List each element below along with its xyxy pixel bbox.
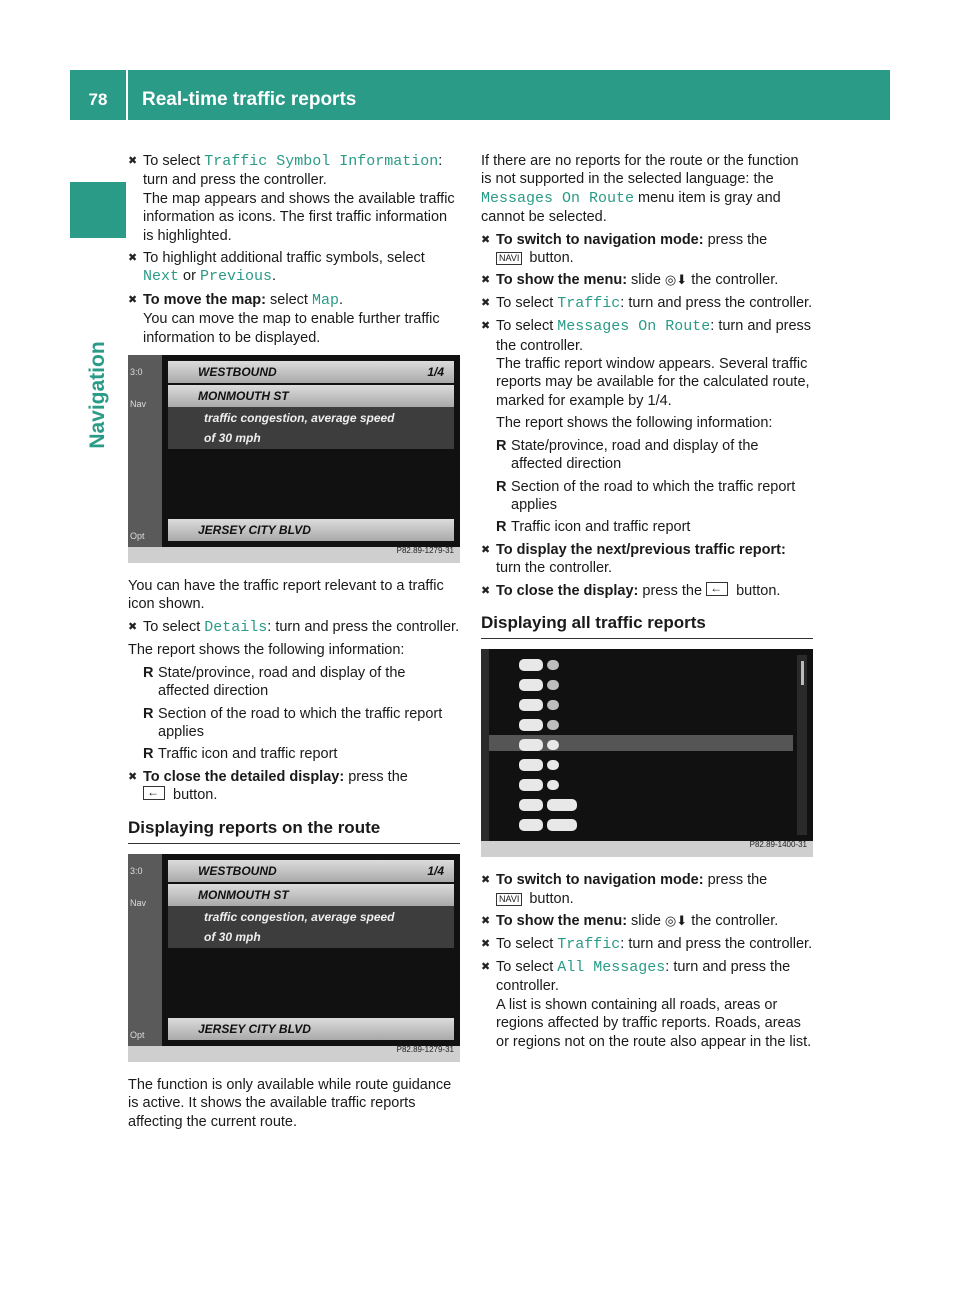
bullet-icon: R [496, 437, 507, 454]
bullet-item [481, 518, 813, 536]
street-label: MONMOUTH ST [198, 887, 289, 902]
step-text: button. [525, 890, 574, 907]
screen-left-edge [481, 649, 489, 841]
screen-all-reports [481, 649, 813, 857]
step-text: The map appears and shows the available traffic information as icons. The first traffic information is highlighted. [143, 190, 455, 244]
step-text: To highlight additional traffic symbols, select [143, 250, 425, 267]
step-highlight-symbols [128, 249, 460, 287]
step-heading: To show the menu: [496, 272, 628, 289]
step-text: the controller. [687, 272, 779, 289]
bullet-icon: R [143, 664, 154, 681]
step-select-messages-on-route [481, 317, 813, 432]
step-select-traffic-2 [481, 935, 813, 954]
screen-left-bar [128, 854, 162, 1046]
step-arrow-icon: ✖ [481, 915, 491, 928]
menu-item-all-messages: All Messages [557, 958, 666, 976]
shield-icon [547, 799, 577, 811]
step-arrow-icon: ✖ [481, 296, 491, 309]
step-text: To select [496, 935, 558, 952]
bullet-text: Section of the road to which the traffic report applies [511, 478, 796, 513]
scrollbar-thumb [801, 661, 804, 685]
street-label: JERSEY CITY BLVD [198, 523, 311, 538]
step-text: : turn and press the controller. [620, 935, 813, 952]
step-text: press the [703, 231, 768, 248]
screen-left-label: 3:0 [130, 367, 143, 378]
bullet-text: Section of the road to which the traffic report applies [158, 705, 443, 740]
list-item [519, 795, 577, 815]
street-label: MONMOUTH ST [198, 389, 289, 404]
step-text: : [438, 153, 443, 169]
list-item [519, 695, 577, 715]
menu-item-previous: Previous [199, 268, 272, 286]
step-text: button. [169, 787, 218, 804]
section-heading: Displaying reports on the route [128, 819, 460, 844]
step-close-display [481, 582, 813, 600]
step-arrow-icon: ✖ [481, 274, 491, 287]
shield-icon [547, 660, 559, 670]
step-move-map [128, 291, 460, 347]
step-arrow-icon: ✖ [481, 960, 491, 973]
navi-button-icon: NAVI [496, 252, 522, 265]
report-row-direction [168, 361, 454, 383]
report-row-description [168, 407, 454, 429]
report-row-bottom-street [168, 1018, 454, 1040]
figure-reference: P82.89-1400-31 [749, 839, 807, 849]
screen-left-label: Nav [130, 897, 147, 908]
step-select-traffic [481, 294, 813, 313]
menu-item-next: Next [143, 268, 180, 286]
step-text: . [271, 268, 277, 285]
step-arrow-icon: ✖ [481, 584, 491, 597]
menu-item-traffic-symbol-information: Traffic Symbol Information [204, 153, 439, 170]
step-arrow-icon: ✖ [128, 770, 138, 783]
paragraph: You can have the traffic report relevant to a traffic icon shown. [128, 578, 444, 613]
shield-icon [547, 819, 577, 831]
shield-icon [547, 720, 559, 730]
bullet-item [128, 664, 460, 701]
step-arrow-icon: ✖ [128, 252, 138, 265]
report-row-speed [168, 427, 454, 449]
step-heading: To close the display: [496, 582, 639, 599]
step-text: : turn and press the controller. [496, 318, 812, 354]
step-text: turn the controller. [496, 560, 613, 577]
bullet-text: State/province, road and display of the affected direction [158, 664, 406, 700]
step-text: A list is shown containing all roads, areas or regions affected by traffic reports. Roads, areas or regions not on the route also appear in the list. [496, 996, 812, 1050]
controller-slide-icon: ◎⬇ [664, 272, 688, 288]
bullet-item [128, 745, 460, 763]
navi-button-icon: NAVI [496, 893, 522, 906]
page-title: Real-time traffic reports [142, 89, 357, 110]
step-heading: To switch to navigation mode: [496, 231, 704, 248]
step-text: or [179, 268, 200, 285]
shield-icon [547, 760, 559, 770]
screen-route-report [128, 854, 460, 1062]
step-arrow-icon: ✖ [128, 620, 138, 633]
menu-item-traffic: Traffic [557, 294, 621, 312]
list-item [519, 715, 577, 735]
step-text: The report shows the following information: [496, 415, 773, 432]
screen-left-label: Nav [130, 399, 147, 410]
step-text: To select [496, 958, 558, 975]
screen-left-bar [128, 355, 162, 547]
list-item [519, 775, 577, 795]
step-select-details [128, 618, 460, 637]
menu-item-traffic: Traffic [557, 935, 621, 953]
step-select-traffic-symbol [128, 152, 460, 245]
step-text: . [338, 291, 343, 308]
figure-reference: P82.89-1279-31 [396, 545, 454, 555]
step-text: To select [496, 294, 558, 311]
section-label: Navigation [86, 341, 109, 449]
section-heading: Displaying all traffic reports [481, 614, 813, 639]
right-column [481, 152, 813, 1055]
step-text: To select [143, 618, 205, 635]
list-item [519, 655, 577, 675]
step-text: : turn and press the controller. [496, 958, 791, 995]
report-description: traffic congestion, average speed [204, 909, 395, 924]
step-text: To select [496, 318, 558, 335]
step-select-all-messages [481, 958, 813, 1051]
report-counter: 1/4 [427, 863, 444, 878]
step-arrow-icon: ✖ [128, 155, 138, 167]
paragraph-text: If there are no reports for the route or the function is not supported in the selected language: the [481, 153, 799, 188]
street-label: JERSEY CITY BLVD [198, 1021, 311, 1036]
traffic-list [519, 655, 577, 835]
step-text: button. [525, 250, 574, 267]
step-text: press the [638, 582, 703, 599]
bullet-text: State/province, road and display of the affected direction [511, 437, 759, 473]
road-icon [519, 779, 543, 791]
step-heading: To move the map: [143, 291, 266, 308]
bullet-icon: R [143, 705, 154, 722]
page-header [70, 70, 890, 120]
step-arrow-icon: ✖ [128, 293, 138, 306]
list-item [519, 815, 577, 835]
step-arrow-icon: ✖ [481, 233, 491, 246]
step-arrow-icon: ✖ [481, 937, 491, 950]
report-row-street [168, 884, 454, 906]
step-text: press the [344, 768, 408, 785]
road-icon [519, 759, 543, 771]
step-next-previous [481, 541, 813, 578]
section-tab [70, 182, 126, 238]
back-button-icon [143, 786, 165, 800]
shield-icon [547, 680, 559, 690]
shield-icon [547, 740, 559, 750]
step-heading: To show the menu: [496, 913, 628, 930]
step-text: press the [703, 872, 768, 889]
step-text: button. [732, 582, 781, 599]
direction-label: WESTBOUND [198, 365, 277, 380]
bullet-icon: R [496, 519, 507, 536]
step-text: The traffic report window appears. Several traffic reports may be available for the calculated route, marked for example by 1/4. [496, 356, 810, 409]
direction-label: WESTBOUND [198, 863, 277, 878]
list-item [519, 755, 577, 775]
paragraph: The report shows the following information: [128, 642, 405, 659]
step-text: : turn and press the controller. [267, 618, 460, 635]
menu-item-details: Details [204, 618, 268, 636]
step-show-menu [481, 271, 813, 289]
step-arrow-icon: ✖ [481, 543, 491, 556]
bullet-icon: R [496, 478, 507, 495]
bullet-text: Traffic icon and traffic report [158, 746, 338, 763]
screen-traffic-report [128, 355, 460, 563]
road-icon [519, 819, 543, 831]
step-heading: To display the next/previous traffic report: [496, 541, 786, 558]
step-text: select [266, 291, 312, 308]
step-text: the controller. [687, 913, 779, 930]
report-counter: 1/4 [427, 365, 444, 380]
step-show-menu-2 [481, 912, 813, 930]
paragraph: The function is only available while route guidance is active. It shows the available traffic reports affecting the current route. [128, 1076, 452, 1130]
step-text: turn and press the controller. [143, 172, 327, 189]
step-navigation-mode [481, 231, 813, 268]
step-heading: To switch to navigation mode: [496, 872, 704, 889]
road-icon [519, 799, 543, 811]
bullet-icon: R [143, 746, 154, 763]
screen-left-label: Opt [130, 1029, 145, 1040]
road-icon [519, 739, 543, 751]
shield-icon [547, 700, 559, 710]
step-arrow-icon: ✖ [481, 874, 491, 887]
report-row-bottom-street [168, 519, 454, 541]
bullet-text: Traffic icon and traffic report [511, 519, 691, 536]
road-icon [519, 699, 543, 711]
road-icon [519, 659, 543, 671]
bullet-item [128, 705, 460, 742]
road-icon [519, 679, 543, 691]
screen-left-label: 3:0 [130, 865, 143, 876]
menu-item-messages-on-route: Messages On Route [557, 318, 711, 336]
road-icon [519, 719, 543, 731]
bullet-item [481, 478, 813, 515]
shield-icon [547, 780, 559, 790]
figure-reference: P82.89-1279-31 [396, 1044, 454, 1054]
report-speed: of 30 mph [204, 431, 261, 446]
page-number: 78 [88, 90, 108, 109]
paragraph [481, 152, 813, 227]
report-row-description [168, 906, 454, 928]
report-row-street [168, 385, 454, 407]
step-navigation-mode-2 [481, 871, 813, 908]
menu-item-messages-on-route: Messages On Route [481, 189, 635, 207]
step-text: : turn and press the controller. [620, 294, 813, 311]
step-text: slide [627, 272, 665, 289]
step-close-detailed [128, 768, 460, 805]
step-text: slide [627, 913, 665, 930]
step-text: To select [143, 153, 205, 169]
step-heading: To close the detailed display: [143, 768, 345, 785]
bullet-item [481, 437, 813, 474]
step-text: You can move the map to enable further traffic information to be displayed. [143, 311, 440, 346]
report-row-speed [168, 926, 454, 948]
report-description: traffic congestion, average speed [204, 411, 395, 426]
menu-item-map: Map [311, 291, 339, 309]
list-scrollbar [797, 655, 807, 835]
paragraph-text: menu item is gray and cannot be selected. [481, 189, 781, 226]
screen-left-label: Opt [130, 531, 145, 542]
report-row-direction [168, 860, 454, 882]
controller-slide-icon: ◎⬇ [664, 913, 688, 929]
report-speed: of 30 mph [204, 929, 261, 944]
list-item [519, 735, 577, 755]
back-button-icon [706, 582, 728, 596]
header-divider [126, 70, 128, 120]
step-arrow-icon: ✖ [481, 320, 491, 333]
list-item [519, 675, 577, 695]
left-column [128, 152, 460, 1135]
